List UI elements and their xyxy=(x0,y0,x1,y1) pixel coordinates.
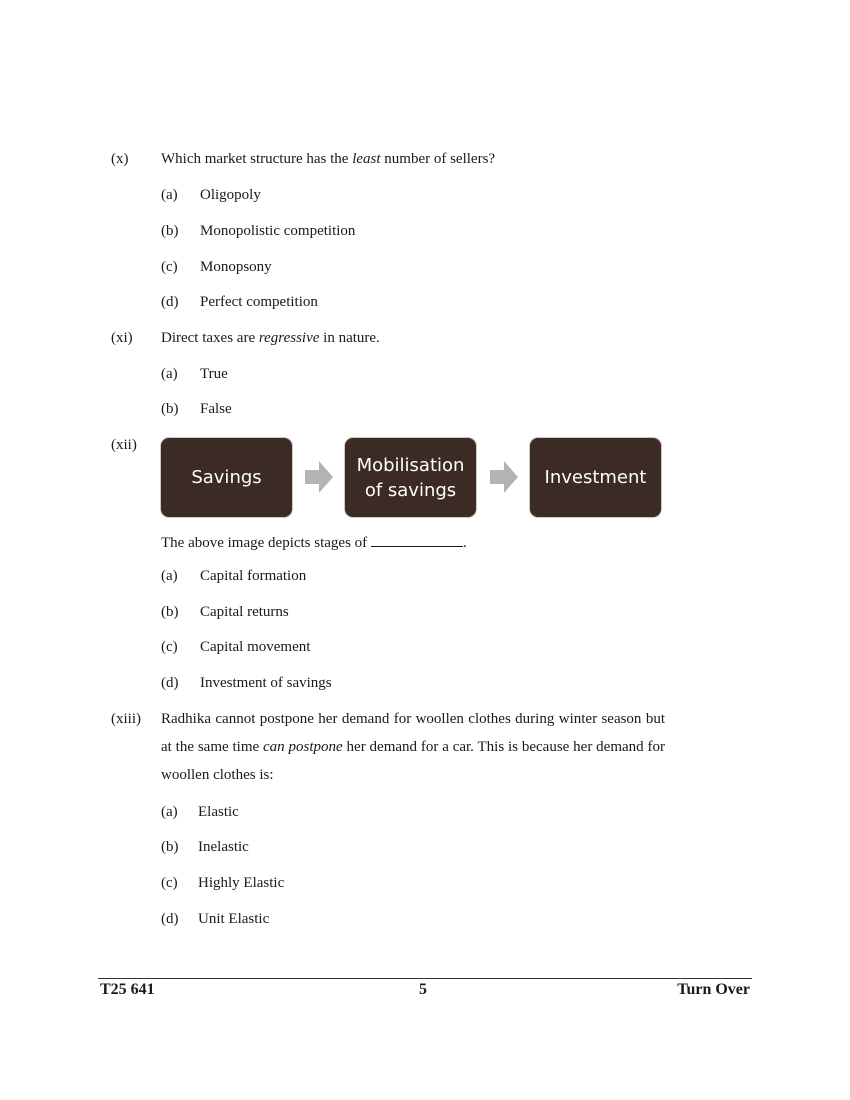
option-text: Capital returns xyxy=(200,604,289,620)
question-number: (xiii) xyxy=(111,711,141,727)
option-text: Highly Elastic xyxy=(198,875,285,891)
diagram-box-investment: Investment xyxy=(530,438,661,517)
option-label: (b) xyxy=(161,223,179,239)
option-text: Inelastic xyxy=(198,839,249,855)
footer-divider xyxy=(98,978,752,979)
option-label: (c) xyxy=(161,259,178,275)
option-label: (b) xyxy=(161,839,179,855)
option-label: (c) xyxy=(161,639,178,655)
option-text: Unit Elastic xyxy=(198,911,270,927)
question-text: Direct taxes are regressive in nature. xyxy=(161,330,380,346)
option-text: Investment of savings xyxy=(200,675,332,691)
option-text: Oligopoly xyxy=(200,187,261,203)
option-text: Monopsony xyxy=(200,259,272,275)
answer-blank xyxy=(371,532,463,547)
option-text: Capital formation xyxy=(200,568,307,584)
option-text: True xyxy=(200,366,228,382)
question-text: The above image depicts stages of . xyxy=(161,532,467,552)
option-label: (d) xyxy=(161,675,179,691)
option-label: (d) xyxy=(161,294,179,310)
paper-code: T25 641 xyxy=(100,981,155,998)
option-label: (a) xyxy=(161,804,178,820)
turn-over-label: Turn Over xyxy=(677,981,750,998)
option-text: Perfect competition xyxy=(200,294,318,310)
page-number: 5 xyxy=(419,981,427,998)
diagram-box-savings: Savings xyxy=(161,438,292,517)
option-label: (d) xyxy=(161,911,179,927)
option-text: False xyxy=(200,401,232,417)
option-label: (a) xyxy=(161,366,178,382)
question-text: Radhika cannot postpone her demand for woollen clothes during winter season but at the same time can postpone her demand for a car. This is because her demand for woollen clothes is: xyxy=(161,711,665,783)
question-number: (x) xyxy=(111,151,129,167)
question-number: (xi) xyxy=(111,330,133,346)
option-label: (b) xyxy=(161,604,179,620)
question-text: Which market structure has the least number of sellers? xyxy=(161,151,496,167)
option-label: (a) xyxy=(161,187,178,203)
right-arrow-icon xyxy=(490,461,518,493)
diagram-box-mobilisation: Mobilisation of savings xyxy=(345,438,476,517)
right-arrow-icon xyxy=(305,461,333,493)
option-label: (c) xyxy=(161,875,178,891)
option-text: Monopolistic competition xyxy=(200,223,356,239)
option-label: (b) xyxy=(161,401,179,417)
option-text: Elastic xyxy=(198,804,239,820)
question-number: (xii) xyxy=(111,437,137,453)
option-label: (a) xyxy=(161,568,178,584)
option-text: Capital movement xyxy=(200,639,311,655)
